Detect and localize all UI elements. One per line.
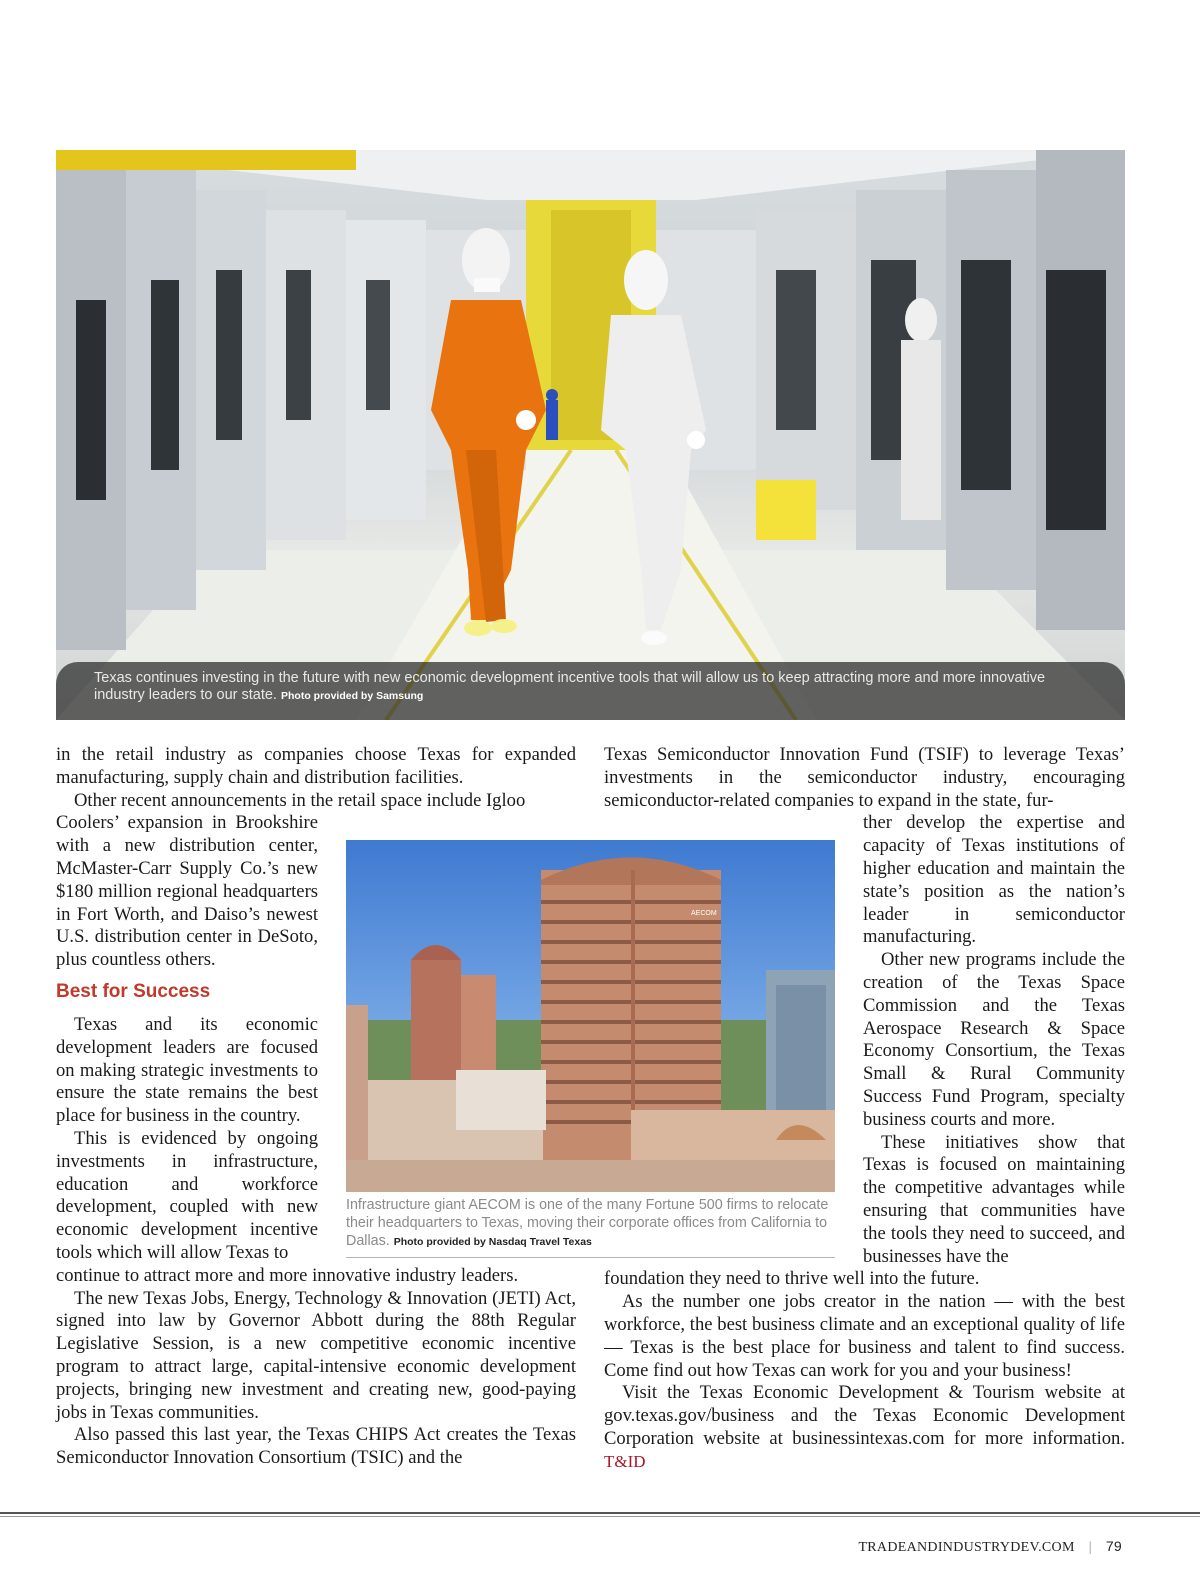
cleanroom-illustration [56,150,1125,720]
page-footer [858,1538,1122,1556]
left-paragraph-2b: Coolers’ expansion in Brookshire with a new distribution center, McMaster-Carr Supply Co.’s new $180 million regional headquarters in Fort Worth, and Daiso’s newest U.S. distribution center in DeSoto, plus countless others. [56,812,318,971]
footer-rule-thin [0,1516,1200,1517]
right-paragraph-2: Other new programs include the creation of the Texas Space Commission and the Texas Aerospace Research & Space Economy Consortium, the Texas Small & Rural Community Success Fund Program, specialty business courts and more. [863,949,1125,1130]
inset-photo-credit: Photo provided by Nasdaq Travel Texas [393,1236,592,1248]
left-paragraph-4a: This is evidenced by ongoing investments in infrastructure, education and workforce development, coupled with new economic development incentive tools which will allow Texas to [56,1127,318,1263]
footer-rule-thick [0,1512,1200,1514]
left-paragraph-3: Texas and its economic development leaders are focused on making strategic investments to ensure the state remains the best place for business in the country. [56,1013,318,1127]
right-paragraph-5 [604,1382,1125,1473]
left-paragraph-4b: continue to attract more and more innovative industry leaders. [56,1264,519,1286]
hero-photo [56,150,1125,720]
left-paragraph-5: The new Texas Jobs, Energy, Technology & Innovation (JETI) Act, signed into law by Governor Abbott during the 88th Regular Legislative Session, is a new competitive economic incentive program to attract large, capital-intensive economic development projects, bringing new investment and creating new, good-paying jobs in Texas communities. [56,1287,576,1423]
page-number: 79 [1105,1538,1122,1554]
footer-separator: | [1088,1540,1092,1555]
aecom-sign: AECOM [691,910,717,917]
footer-site-link[interactable]: TRADEANDINDUSTRYDEV.COM [858,1540,1075,1555]
hero-photo-credit: Photo provided by Samsung [281,690,424,702]
right-narrow-block [863,812,1125,1268]
right-paragraph-3b: foundation they need to thrive well into the future. [604,1268,980,1290]
section-heading: Best for Success [56,980,211,1002]
inset-caption [346,1196,835,1258]
left-paragraph-6: Also passed this last year, the Texas CHIPS Act creates the Texas Semiconductor Innovation Consortium (TSIC) and the [56,1424,576,1469]
hero-caption-text: Texas continues investing in the future with new economic development incentive tools that will allow us to keep attracting more and more innovative industry leaders to our state. [94,670,1046,703]
right-paragraph-1a: Texas Semiconductor Innovation Fund (TSIF) to leverage Texas’ investments in the semiconductor industry, encouraging semiconductor-related companies to expand in the state, fur- [604,744,1125,811]
inset-caption-text: Infrastructure giant AECOM is one of the many Fortune 500 firms to relocate their headquarters to Texas, moving their corporate offices from California to Dallas. [346,1197,829,1249]
hero-caption [56,662,1125,720]
skyline-illustration [346,840,835,1192]
left-paragraph-2a: Other recent announcements in the retail space include Igloo [74,789,526,811]
right-paragraph-4: As the number one jobs creator in the nation — with the best workforce, the best business climate and an exceptional quality of life — Texas is the best place for business and talent to find success. Come find out how Texas can work for you and your business! [604,1291,1125,1381]
right-paragraph-3a: These initiatives show that Texas is focused on maintaining the competitive advantages while ensuring that communities have the tools they need to succeed, and businesses have the [863,1131,1125,1267]
left-narrow-block [56,812,318,1264]
left-paragraph-1: in the retail industry as companies choose Texas for expanded manufacturing, supply chain and distribution facilities. [56,744,576,788]
right-paragraph-5-text: Visit the Texas Economic Development & Tourism website at gov.texas.gov/business and the Texas Economic Development Corporation website at businessintexas.com for more information. [604,1382,1125,1449]
end-mark-logo: T&ID [604,1451,646,1471]
right-paragraph-1b: ther develop the expertise and capacity of Texas institutions of higher education and maintain the state’s position as the nation’s leader in semiconductor manufacturing. [863,812,1125,948]
inset-photo [346,840,835,1192]
